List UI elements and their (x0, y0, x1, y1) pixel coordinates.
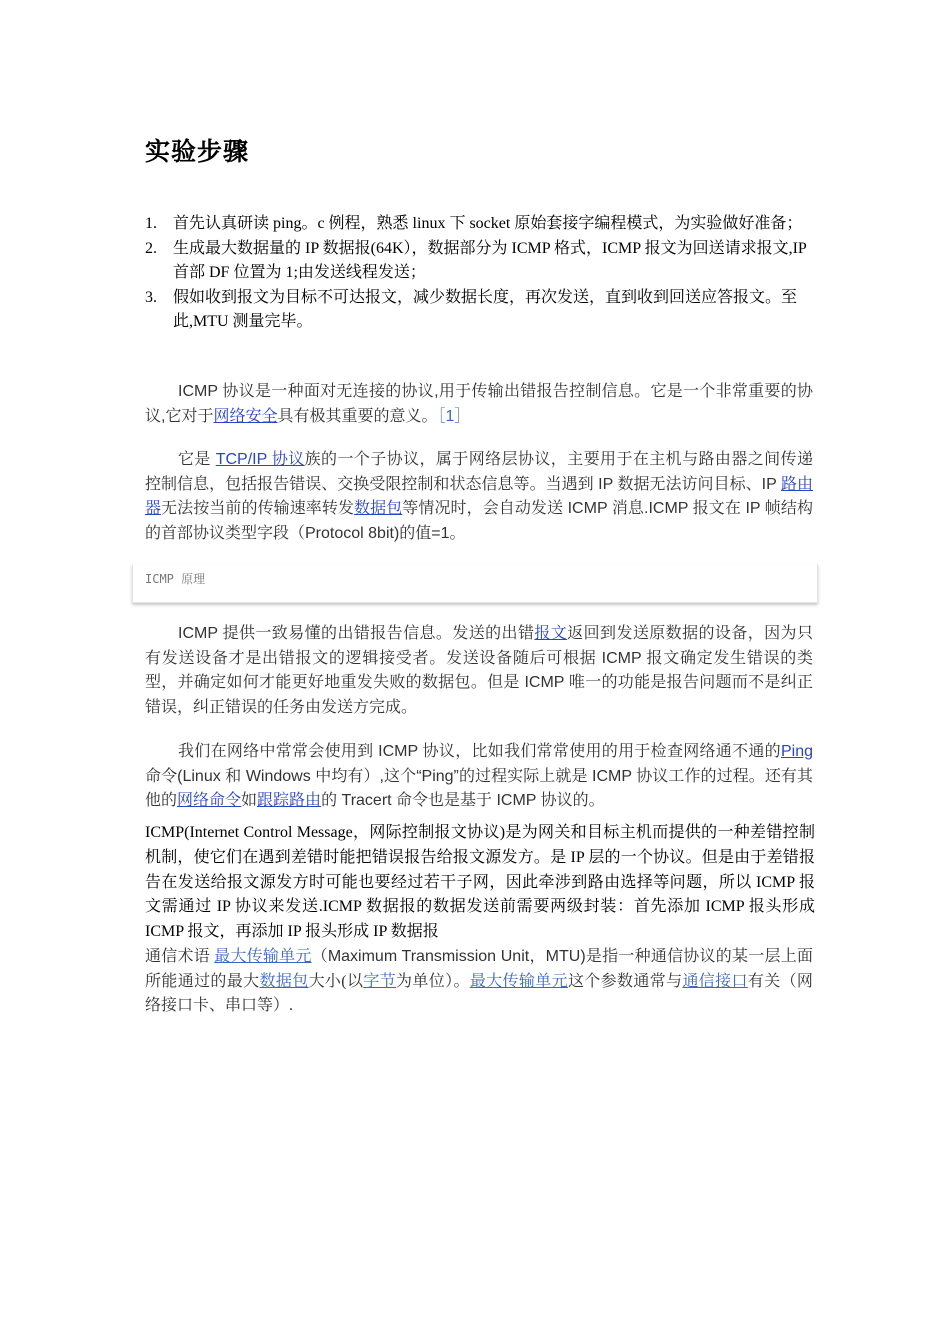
link-router[interactable]: 路由器 (145, 475, 813, 518)
paragraph-icmp-intro: ICMP 协议是一种面对无连接的协议,用于传输出错报告控制信息。它是一个非常重要的协议,它对于网络安全具有极其重要的意义。［1］ (145, 383, 813, 425)
image-caption: ICMP 原理 (145, 572, 206, 586)
list-item (145, 237, 820, 286)
image-caption-box (132, 564, 818, 603)
steps-list (145, 212, 820, 335)
paragraph-tcpip: 它是 TCP/IP 协议族的一个子协议，属于网络层协议，主要用于在主机与路由器之间传递控制信息，包括报告错误、交换受限控制和状态信息等。当遇到 IP 数据无法访问目标、IP 路由器无法按当前的传输速率转发数据包等情况时，会自动发送 ICMP 消息.ICMP 报文在 IP 帧结构的首部协议类型字段（Protocol 8bit)的值=1。 (145, 451, 813, 542)
list-number: 2. (145, 239, 157, 257)
link-mtu[interactable]: 最大传输单元 (214, 948, 312, 965)
list-item (145, 212, 820, 237)
link-comm-interface[interactable]: 通信接口 (682, 972, 748, 990)
link-mtu-2[interactable]: 最大传输单元 (469, 972, 568, 990)
list-item (145, 286, 820, 335)
link-packet-2[interactable]: 数据包 (259, 972, 309, 990)
list-number: 3. (145, 288, 157, 306)
link-message[interactable]: 报文 (534, 625, 568, 642)
section-title: 实验步骤 (145, 139, 250, 166)
link-traceroute[interactable]: 跟踪路由 (257, 792, 322, 810)
link-tcpip[interactable]: TCP/IP 协议 (215, 451, 305, 468)
list-text: 生成最大数据量的 IP 数据报(64K），数据部分为 ICMP 格式，ICMP 报文为回送请求报文,IP 首部 DF 位置为 1;由发送线程发送； (173, 239, 807, 281)
paragraph-ping: 我们在网络中常常会使用到 ICMP 协议，比如我们常常使用的用于检查网络通不通的Ping 命令(Linux 和 Windows 中均有）,这个“Ping”的过程实际上就是 ICMP 协议工作的过程。还有其他的网络命令如跟踪路由的 Tracert 命令也是基于 ICMP 协议的。 (145, 743, 813, 810)
reference-mark[interactable]: ［1］ (437, 407, 471, 425)
link-packet[interactable]: 数据包 (354, 500, 403, 518)
link-network-command[interactable]: 网络命令 (177, 792, 242, 810)
link-byte[interactable]: 字节 (363, 972, 397, 990)
list-text: 假如收到报文为目标不可达报文，减少数据长度，再次发送，直到收到回送应答报文。至此,MTU 测量完毕。 (173, 288, 798, 330)
link-network-security[interactable]: 网络安全 (213, 407, 278, 425)
list-text: 首先认真研读 ping。c 例程，熟悉 linux 下 socket 原始套接字编程模式，为实验做好准备； (173, 215, 803, 232)
paragraph-icmp-definition: ICMP(Internet Control Message，网际控制报文协议)是为网关和目标主机而提供的一种差错控制机制，使它们在遇到差错时能把错误报告给报文源发方。是 IP 层的一个协议。但是由于差错报告在发送给报文源发方时可能也要经过若干子网，因此牵涉到路由选择等问题，所以 ICMP 报文需通过 IP 协议来发送.ICMP 数据报的数据发送前需要两级封装：首先添加 ICMP 报头形成 ICMP 报文，再添加 IP 报头形成 IP 数据报 (145, 824, 815, 941)
list-number: 1. (145, 215, 157, 232)
link-ping[interactable]: Ping (780, 743, 813, 760)
paragraph-error-report: ICMP 提供一致易懂的出错报告信息。发送的出错报文返回到发送原数据的设备，因为只有发送设备才是出错报文的逻辑接受者。发送设备随后可根据 ICMP 报文确定发生错误的类型，并确定如何才能更好地重发失败的数据包。但是 ICMP 唯一的功能是报告问题而不是纠正错误，纠正错误的任务由发送方完成。 (145, 625, 813, 716)
paragraph-mtu: 通信术语 最大传输单元（Maximum Transmission Unit，MTU)是指一种通信协议的某一层上面所能通过的最大数据包大小(以字节为单位）。最大传输单元这个参数通常与通信接口有关（网络接口卡、串口等）. (145, 948, 813, 1015)
